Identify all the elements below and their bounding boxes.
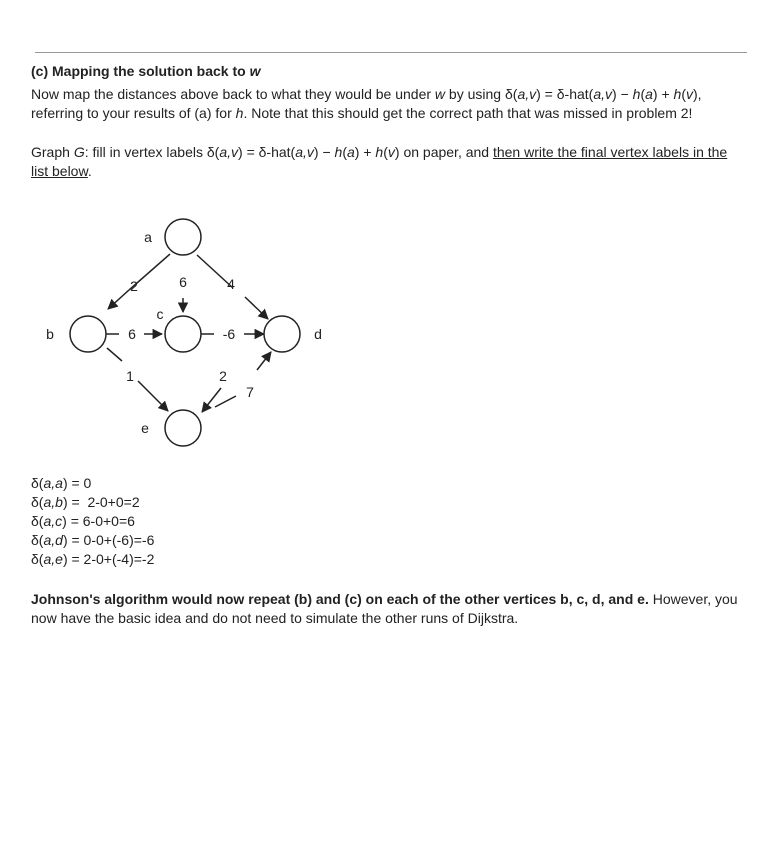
weight-d-e: 2 — [219, 368, 227, 384]
weight-b-c: 6 — [128, 326, 136, 342]
weight-a-d: 4 — [227, 276, 235, 292]
vertex-label-line: δ(a,a) = 0 — [31, 475, 92, 491]
node-label-c: c — [156, 306, 164, 322]
node-a — [165, 219, 201, 255]
weight-a-c: 6 — [179, 274, 187, 290]
weight-a-b: 2 — [130, 278, 138, 294]
graph-diagram — [30, 200, 350, 470]
node-label-b: b — [46, 326, 54, 342]
weight-e-d: 7 — [246, 384, 254, 400]
node-e — [165, 410, 201, 446]
weight-b-e: 1 — [126, 368, 134, 384]
edge-b-e — [107, 348, 122, 361]
vertex-label-line: δ(a,c) = 6-0+0=6 — [31, 513, 135, 529]
edge-e-d — [215, 396, 236, 407]
vertex-label-line: δ(a,e) = 2-0+(-4)=-2 — [31, 551, 155, 567]
node-c — [165, 316, 201, 352]
node-b — [70, 316, 106, 352]
closing-paragraph: Johnson's algorithm would now repeat (b) and (c) on each of the other vertices b, c, d, and e. However, you now have the basic idea and do not need to simulate the other runs of Dijkstra. — [31, 591, 738, 626]
node-d — [264, 316, 300, 352]
node-label-a: a — [144, 229, 152, 245]
edge-d-e — [202, 388, 221, 412]
instruction-paragraph: Now map the distances above back to what they would be under w by using δ(a,v) = δ-hat(a,v) − h(a) + h(v), referring to your results of (a) for h. Note that this should get the correct path that was missed in problem 2! — [31, 86, 702, 121]
vertex-label-line: δ(a,d) = 0-0+(-6)=-6 — [31, 532, 155, 548]
weight-c-d: -6 — [222, 326, 236, 342]
section-heading: (c) Mapping the solution back to w — [31, 63, 261, 79]
underlined-instruction: then write the final vertex labels in the list below — [31, 144, 728, 179]
node-label-e: e — [141, 420, 149, 436]
horizontal-rule — [35, 52, 747, 53]
node-label-d: d — [314, 326, 322, 342]
vertex-label-line: δ(a,b) = 2-0+0=2 — [31, 494, 140, 510]
graph-instruction-paragraph: Graph G: fill in vertex labels δ(a,v) = δ-hat(a,v) − h(a) + h(v) on paper, and then write the final vertex labels in the list below. — [31, 144, 728, 179]
vertex-label-list — [31, 474, 154, 569]
